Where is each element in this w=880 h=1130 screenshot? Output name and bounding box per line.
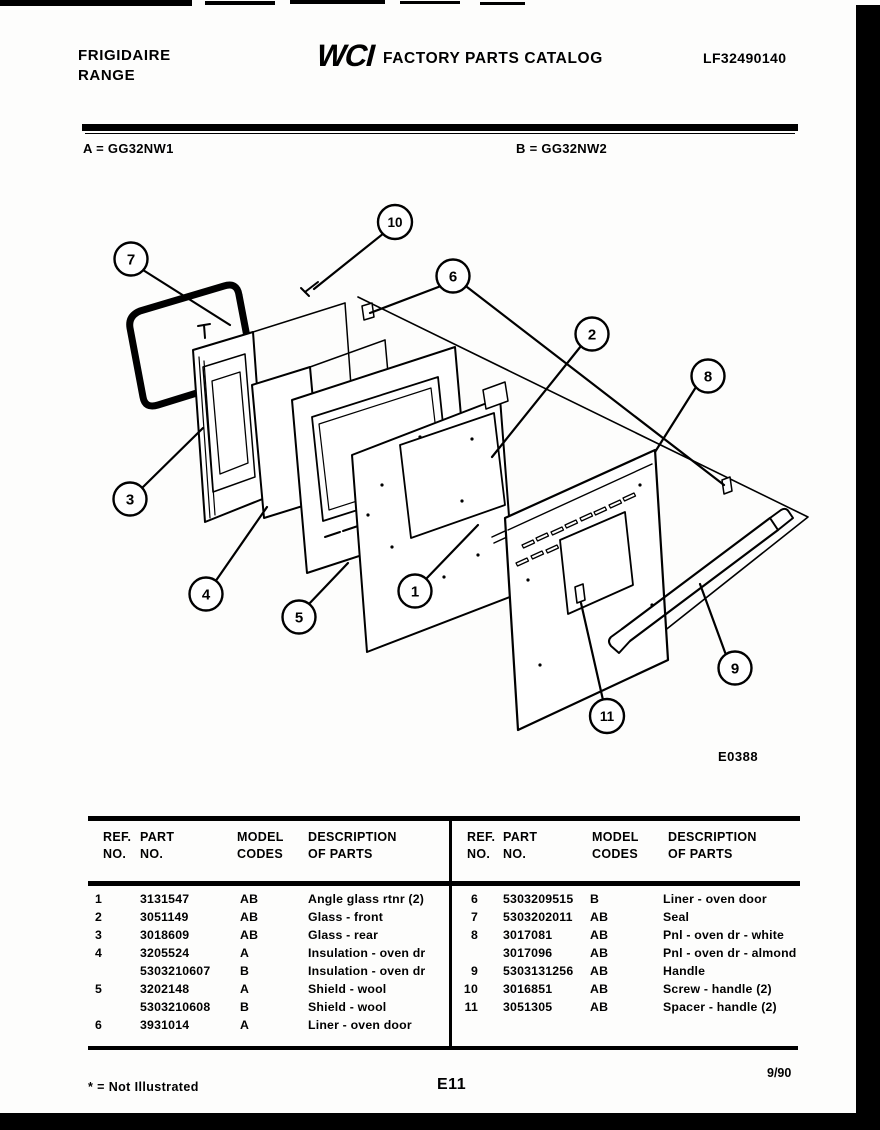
svg-text:10: 10: [387, 215, 403, 230]
table-row: 6 5303209515 B Liner - oven door: [470, 892, 767, 906]
col-header-part: PART NO.: [140, 830, 175, 861]
callout-2: [576, 318, 609, 351]
col-header-model: MODEL CODES: [237, 830, 284, 861]
model-b-label: B = GG32NW2: [516, 141, 608, 156]
svg-text:9: 9: [730, 660, 740, 678]
svg-text:11: 11: [599, 709, 615, 724]
scan-edge-top-dash: [290, 0, 385, 4]
table-row: 7 5303202011 AB Seal: [470, 910, 690, 924]
col-header-model: MODEL CODES: [592, 830, 639, 861]
svg-text:7: 7: [126, 251, 136, 269]
callout-4: [190, 578, 223, 611]
wci-logo: WCI: [312, 38, 379, 73]
scan-edge-bottom: [0, 1113, 880, 1130]
handle-spacer: [575, 584, 585, 603]
svg-text:4: 4: [201, 586, 211, 604]
brand-line-2: RANGE: [78, 67, 136, 84]
parts-table-right: [462, 890, 802, 1016]
diagram-code: E0388: [718, 749, 759, 764]
col-header-desc: DESCRIPTION OF PARTS: [308, 830, 397, 861]
table-row: 8 3017081 AB Pnl - oven dr - white: [470, 928, 785, 942]
table-bottom-rule: [88, 1046, 798, 1050]
callout-6: [437, 260, 470, 293]
table-row: 9 5303131256 AB Handle: [470, 964, 706, 978]
svg-text:1: 1: [410, 583, 420, 601]
svg-text:8: 8: [703, 368, 713, 386]
scan-edge-top: [0, 0, 192, 6]
scan-edge-top-dash: [480, 2, 525, 5]
callout-1: [399, 575, 432, 608]
col-header-ref: REF. NO.: [467, 830, 496, 861]
table-row: 1 3131547 AB Angle glass rtnr (2): [95, 892, 425, 906]
table-row: 5 3202148 A Shield - wool: [95, 982, 387, 996]
callout-3: [114, 483, 147, 516]
callout-9: [719, 652, 752, 685]
table-row: 10 3016851 AB Screw - handle (2): [463, 982, 772, 996]
scan-edge-top-dash: [205, 1, 275, 5]
col-header-desc: DESCRIPTION OF PARTS: [668, 830, 757, 861]
doc-number: LF32490140: [703, 50, 787, 66]
table-top-rule: [88, 816, 800, 821]
footer-note: * = Not Illustrated: [88, 1080, 199, 1094]
table-divider: [449, 816, 452, 1050]
header-rule: [82, 124, 798, 131]
scan-edge-top-dash: [400, 1, 460, 4]
col-header-part: PART NO.: [503, 830, 538, 861]
callout-10: [378, 205, 412, 239]
date-code: 9/90: [767, 1066, 792, 1080]
model-a-label: A = GG32NW1: [83, 141, 174, 156]
catalog-title: FACTORY PARTS CATALOG: [383, 50, 603, 67]
callout-5: [283, 601, 316, 634]
table-row: 11 3051305 AB Spacer - handle (2): [464, 1000, 777, 1014]
callout-7: [115, 243, 148, 276]
col-header-ref: REF. NO.: [103, 830, 132, 861]
svg-text:2: 2: [587, 326, 597, 344]
brand-line-1: FRIGIDAIRE: [78, 47, 171, 64]
callout-8: [692, 360, 725, 393]
svg-text:6: 6: [448, 268, 458, 286]
table-header-rule: [88, 881, 800, 886]
callout-11: [590, 699, 624, 733]
table-row: 6 3931014 A Liner - oven door: [95, 1018, 412, 1032]
table-row: 3017096 AB Pnl - oven dr - almond: [503, 946, 797, 960]
screw-icon: [198, 324, 210, 338]
table-row: 4 3205524 A Insulation - oven dr: [95, 946, 426, 960]
svg-text:5: 5: [294, 609, 304, 627]
page-number: E11: [437, 1076, 467, 1093]
svg-text:3: 3: [125, 491, 135, 509]
table-row: 3 3018609 AB Glass - rear: [95, 928, 379, 942]
parts-table-left: [95, 890, 445, 1034]
exploded-diagram: [0, 185, 880, 795]
table-row: 5303210608 B Shield - wool: [140, 1000, 387, 1014]
table-row: 2 3051149 AB Glass - front: [95, 910, 384, 924]
table-row: 5303210607 B Insulation - oven dr: [140, 964, 426, 978]
brand-block: [78, 46, 171, 86]
